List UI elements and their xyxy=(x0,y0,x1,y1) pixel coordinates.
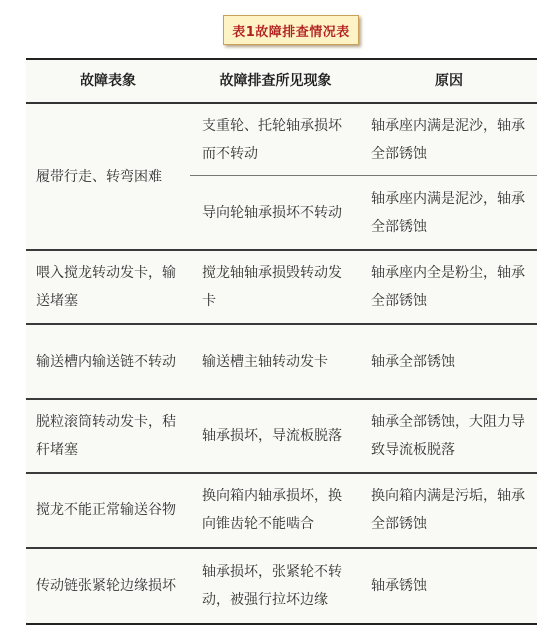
table-row xyxy=(26,473,537,547)
symptom-cell: 喂入搅龙转动发卡，输送堵塞 xyxy=(26,250,190,324)
symptom-cell: 输送槽内输送链不转动 xyxy=(26,324,190,398)
cause-cell: 轴承座内满是泥沙，轴承全部锈蚀 xyxy=(361,176,537,250)
cause-cell: 轴承全部锈蚀 xyxy=(361,324,537,398)
observation-cell: 轴承损坏，张紧轮不转动，被强行拉坏边缘 xyxy=(190,548,361,624)
cause-cell: 轴承全部锈蚀，大阻力导致导流板脱落 xyxy=(361,399,537,473)
symptom-cell: 履带行走、转弯困难 xyxy=(26,103,190,250)
header-cause: 原因 xyxy=(361,59,537,103)
table-header-row xyxy=(26,59,537,103)
cause-cell: 轴承座内全是粉尘，轴承全部锈蚀 xyxy=(361,250,537,324)
table-row xyxy=(26,548,537,624)
symptom-cell: 搅龙不能正常输送谷物 xyxy=(26,473,190,547)
symptom-cell: 脱粒滚筒转动发卡，秸秆堵塞 xyxy=(26,399,190,473)
observation-cell: 搅龙轴轴承损毁转动发卡 xyxy=(190,250,361,324)
table-row xyxy=(26,250,537,324)
cause-cell: 轴承锈蚀 xyxy=(361,548,537,624)
table-row xyxy=(26,324,537,398)
cause-cell: 换向箱内满是污垢，轴承全部锈蚀 xyxy=(361,473,537,547)
observation-cell: 轴承损坏，导流板脱落 xyxy=(190,399,361,473)
observation-cell: 换向箱内轴承损坏，换向锥齿轮不能啮合 xyxy=(190,473,361,547)
observation-cell: 导向轮轴承损坏不转动 xyxy=(190,176,361,250)
observation-cell: 输送槽主轴转动发卡 xyxy=(190,324,361,398)
header-symptom: 故障表象 xyxy=(26,59,190,103)
fault-investigation-table xyxy=(26,58,537,625)
table-caption: 表1故障排查情况表 xyxy=(223,15,359,45)
fault-table-container xyxy=(26,58,537,625)
table-row xyxy=(26,399,537,473)
cause-cell: 轴承座内满是泥沙，轴承全部锈蚀 xyxy=(361,103,537,175)
header-observation: 故障排查所见现象 xyxy=(190,59,361,103)
observation-cell: 支重轮、托轮轴承损坏而不转动 xyxy=(190,103,361,175)
symptom-cell: 传动链张紧轮边缘损坏 xyxy=(26,548,190,624)
table-row xyxy=(26,103,537,175)
